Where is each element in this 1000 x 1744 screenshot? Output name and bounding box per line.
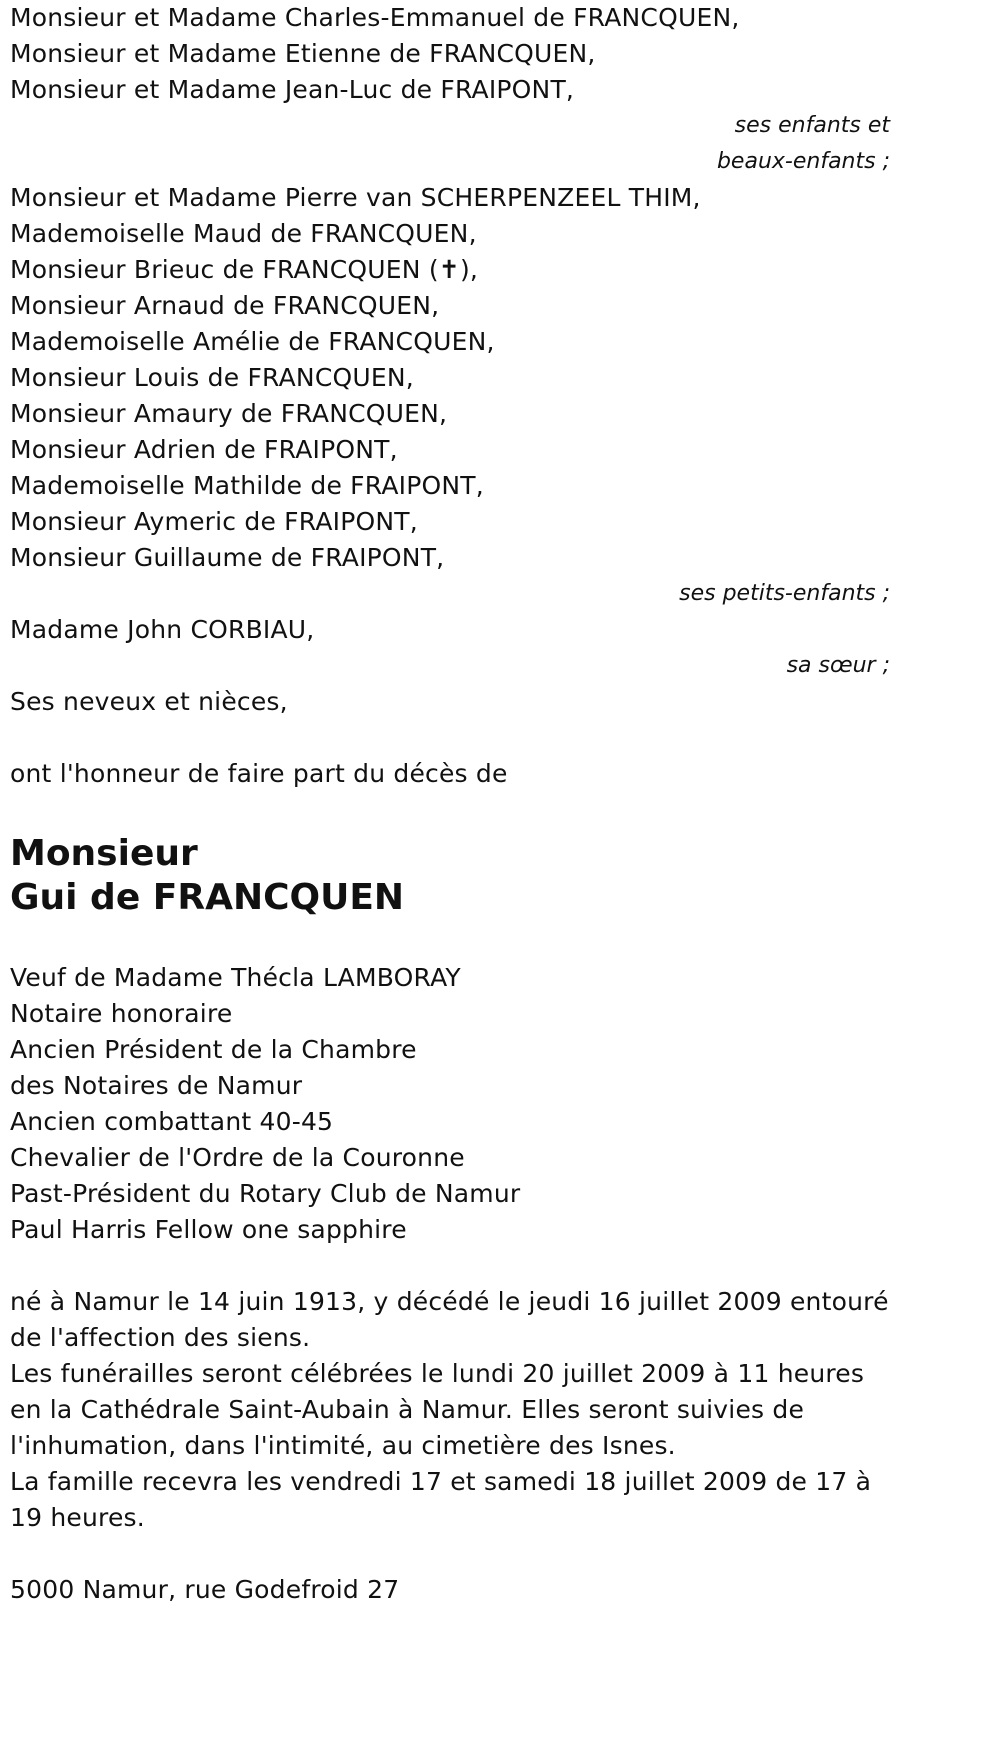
deceased-name: Gui de FRANCQUEN (10, 877, 405, 918)
children-role (10, 108, 890, 180)
details-block (10, 1284, 890, 1536)
funeral-paragraph: Les funérailles seront célébrées le lundi 20 juillet 2009 à 11 heures en la Cathédrale Saint-Aubain à Namur. Elles seront suivies de l'inhumation, dans l'intimité, au cimetière des Isnes. (10, 1359, 865, 1460)
birth-death-paragraph: né à Namur le 14 juin 1913, y décédé le jeudi 16 juillet 2009 entouré de l'affection des siens. (10, 1287, 889, 1352)
distinction-line: Chevalier de l'Ordre de la Couronne (10, 1143, 465, 1172)
grandchild-line: Monsieur Amaury de FRANCQUEN, (10, 399, 448, 428)
distinction-line: Ancien combattant 40-45 (10, 1107, 334, 1136)
children-list (10, 0, 890, 108)
sister-line: Madame John CORBIAU, (10, 615, 315, 644)
child-line: Monsieur et Madame Etienne de FRANCQUEN, (10, 39, 596, 68)
grandchild-line: Monsieur Brieuc de FRANCQUEN (✝), (10, 255, 479, 284)
child-line: Monsieur et Madame Charles-Emmanuel de FRANCQUEN, (10, 3, 740, 32)
grandchild-line: Monsieur et Madame Pierre van SCHERPENZEEL THIM, (10, 183, 701, 212)
distinction-line: Past-Président du Rotary Club de Namur (10, 1179, 521, 1208)
role-label: beaux-enfants ; (716, 149, 890, 174)
grandchild-line: Monsieur Aymeric de FRAIPONT, (10, 507, 418, 536)
obituary-notice (10, 0, 890, 1608)
child-line: Monsieur et Madame Jean-Luc de FRAIPONT, (10, 75, 575, 104)
nephews-line: Ses neveux et nièces, (10, 687, 288, 716)
grandchild-line: Monsieur Adrien de FRAIPONT, (10, 435, 398, 464)
grandchildren-role: ses petits-enfants ; (679, 581, 890, 606)
sister-role: sa sœur ; (786, 653, 890, 678)
distinction-line: Notaire honoraire (10, 999, 233, 1028)
distinction-line: Paul Harris Fellow one sapphire (10, 1215, 407, 1244)
grandchildren-list (10, 180, 890, 576)
distinctions-list (10, 960, 890, 1248)
announcement-line: ont l'honneur de faire part du décès de (10, 759, 508, 788)
grandchild-line: Monsieur Guillaume de FRAIPONT, (10, 543, 445, 572)
grandchild-line: Mademoiselle Amélie de FRANCQUEN, (10, 327, 495, 356)
distinction-line: Ancien Président de la Chambre (10, 1035, 417, 1064)
grandchild-line: Mademoiselle Maud de FRANCQUEN, (10, 219, 477, 248)
role-label: ses enfants et (734, 113, 890, 138)
grandchild-line: Monsieur Arnaud de FRANCQUEN, (10, 291, 440, 320)
grandchild-line: Monsieur Louis de FRANCQUEN, (10, 363, 414, 392)
distinction-line: Veuf de Madame Thécla LAMBORAY (10, 963, 461, 992)
grandchild-line: Mademoiselle Mathilde de FRAIPONT, (10, 471, 484, 500)
address-line: 5000 Namur, rue Godefroid 27 (10, 1575, 400, 1604)
distinction-line: des Notaires de Namur (10, 1071, 303, 1100)
visitation-paragraph: La famille recevra les vendredi 17 et samedi 18 juillet 2009 de 17 à 19 heures. (10, 1467, 872, 1532)
deceased-heading (10, 832, 890, 920)
deceased-title: Monsieur (10, 833, 198, 874)
